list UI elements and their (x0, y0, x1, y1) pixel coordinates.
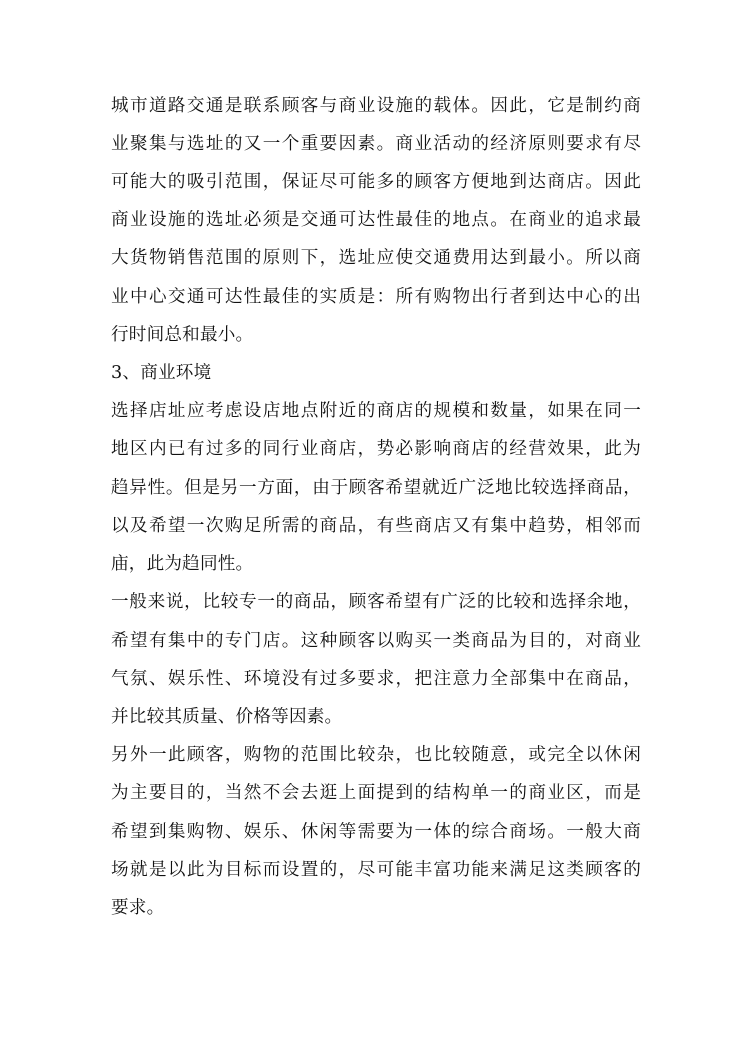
text-line: 场就是以此为目标而设置的，尽可能丰富功能来满足这类顾客的 (111, 860, 641, 880)
text-line: 城市道路交通是联系顾客与商业设施的载体。因此，它是制约商 (111, 96, 641, 116)
text-line: 要求。 (111, 898, 165, 918)
text-line: 可能大的吸引范围，保证尽可能多的顾客方便地到达商店。因此 (111, 172, 641, 192)
text-line: 庙，此为趋同性。 (111, 554, 254, 574)
text-line: 地区内已有过多的同行业商店，势必影响商店的经营效果，此为 (111, 439, 641, 459)
text-line: 并比较其质量、价格等因素。 (111, 707, 343, 727)
text-line: 趋异性。但是另一方面，由于顾客希望就近广泛地比较选择商品， (111, 478, 641, 498)
text-line: 商业设施的选址必须是交通可达性最佳的地点。在商业的追求最 (111, 210, 641, 230)
text-line: 大货物销售范围的原则下，选址应使交通费用达到最小。所以商 (111, 248, 641, 268)
section-heading: 3、商业环境 (111, 363, 212, 383)
text-line: 一般来说，比较专一的商品，顾客希望有广泛的比较和选择余地， (111, 592, 641, 612)
text-line: 业聚集与选址的又一个重要因素。商业活动的经济原则要求有尽 (111, 134, 641, 154)
text-line: 业中心交通可达性最佳的实质是：所有购物出行者到达中心的出 (111, 287, 641, 307)
text-line: 行时间总和最小。 (111, 325, 254, 345)
text-line: 为主要目的，当然不会去逛上面提到的结构单一的商业区，而是 (111, 783, 641, 803)
text-line: 希望有集中的专门店。这种顾客以购买一类商品为目的，对商业 (111, 631, 641, 651)
text-line: 气氛、娱乐性、环境没有过多要求，把注意力全部集中在商品， (111, 669, 641, 689)
text-line: 选择店址应考虑设店地点附近的商店的规模和数量，如果在同一 (111, 401, 641, 421)
text-line: 以及希望一次购足所需的商品，有些商店又有集中趋势，相邻而 (111, 516, 641, 536)
text-line: 希望到集购物、娱乐、休闲等需要为一体的综合商场。一般大商 (111, 822, 641, 842)
text-line: 另外一此顾客，购物的范围比较杂，也比较随意，或完全以休闲 (111, 745, 641, 765)
